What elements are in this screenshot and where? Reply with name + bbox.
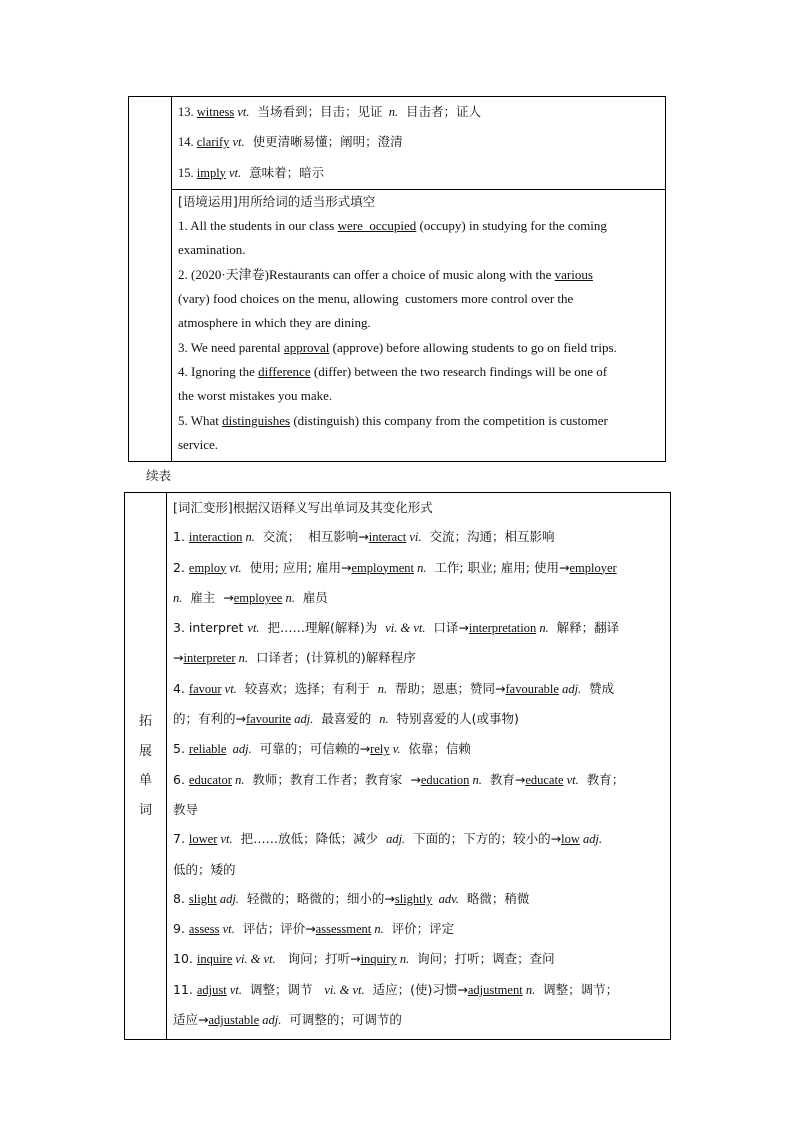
text-segment: 下面的；下方的；较小的→ [405, 831, 562, 847]
text-segment: 1. [173, 529, 189, 545]
side-label-char: 单 [138, 773, 152, 789]
text-segment: 3. interpret [173, 620, 248, 636]
extension-words-table [124, 492, 671, 1040]
word-form-line [173, 674, 664, 704]
vocab-item [178, 127, 659, 157]
word-form-line [173, 914, 664, 944]
text-segment: 雇员 [294, 589, 328, 605]
text-segment: 依靠；信赖 [400, 741, 471, 757]
answer-word: reliable [188, 742, 227, 757]
answer-word: interpreter [183, 651, 236, 666]
text-segment: 赞成 [581, 680, 615, 696]
text-segment: 4. [173, 680, 189, 696]
word-form-line [173, 522, 664, 552]
part-of-speech: vt. [234, 105, 250, 119]
answer-word: inquiry [360, 952, 397, 967]
part-of-speech: vt. [247, 621, 260, 636]
part-of-speech: vt. [217, 832, 233, 847]
part-of-speech: vt. [219, 922, 235, 937]
answer-word: adjustable [208, 1013, 260, 1028]
part-of-speech: vt. [225, 165, 242, 180]
part-of-speech: vt. [221, 681, 237, 696]
text-segment: 帮助；恩惠；赞同→ [387, 680, 506, 696]
table1-side-cell [129, 97, 172, 462]
exercise-line [178, 360, 659, 384]
word-form-line [173, 583, 664, 613]
vocab-item [178, 97, 659, 127]
text-segment: 教导 [173, 801, 199, 817]
text-segment: 把……理解(解释)为 [259, 620, 386, 636]
part-of-speech: vi. & vt. [385, 621, 426, 636]
text-segment: 询问；打听→ [275, 951, 361, 967]
item-number: 13. [178, 105, 197, 119]
sentence-text: service. [178, 436, 219, 452]
part-of-speech: vt. [226, 982, 242, 997]
text-segment: 口译→ [425, 620, 469, 636]
text-segment: 6. [173, 771, 189, 787]
sentence-text: 1. All the students in our class [178, 218, 338, 234]
answer-word: adjust [196, 982, 227, 997]
part-of-speech: adj. [558, 681, 582, 696]
answer-word: educate [525, 772, 564, 787]
part-of-speech: adj. [216, 891, 239, 906]
part-of-speech: adj. [386, 832, 406, 847]
part-of-speech: adj. [291, 712, 314, 727]
answer-word: educator [188, 772, 232, 787]
answer-word: interpretation [468, 621, 537, 636]
exercise-line [178, 263, 659, 287]
text-segment: 较喜欢；选择；有利于 [236, 680, 378, 696]
sentence-text: the worst mistakes you make. [178, 388, 333, 404]
answer-word: assess [188, 922, 220, 937]
answer-word: employ [188, 560, 227, 575]
word-form-line [173, 643, 664, 673]
answer-word: interact [368, 530, 407, 545]
part-of-speech: n. [242, 530, 255, 545]
text-segment: 评价；评定 [383, 921, 455, 937]
word-form-line [173, 824, 664, 854]
text-segment: 把……放低；降低；减少 [232, 831, 387, 847]
answer-word: clarify [196, 135, 230, 150]
answer-word: favourite [245, 712, 292, 727]
sentence-text: 5. What [178, 412, 223, 428]
text-segment: 低的；矮的 [173, 861, 236, 877]
text-segment: 7. [173, 831, 189, 847]
text-segment: 轻微的；略微的；细小的→ [238, 890, 395, 906]
answer-word: adjustment [467, 982, 523, 997]
sentence-text: (approve) before allowing students to go on field trips. [329, 339, 617, 355]
part-of-speech: adj. [259, 1013, 282, 1028]
part-of-speech: n. [173, 590, 183, 605]
part-of-speech: adj. [579, 832, 603, 847]
answer-blank: were occupied [337, 218, 417, 234]
sentence-text: (vary) food choices on the menu, allowing customers more control over the [178, 291, 574, 307]
part-of-speech: vt. [226, 560, 242, 575]
text-segment: 略微；稍微 [458, 890, 530, 906]
side-label [125, 707, 166, 825]
part-of-speech: adv. [432, 891, 459, 906]
text-segment: 可靠的；可信赖的→ [251, 741, 371, 757]
exercise-line [178, 384, 659, 408]
word-forms-cell [167, 493, 671, 1040]
section-heading: [语境运用]用所给词的适当形式填空 [178, 193, 376, 209]
part-of-speech: n. [522, 982, 536, 997]
part-of-speech: n. [235, 651, 249, 666]
part-of-speech: vi. & vt. [232, 952, 276, 967]
item-number: 14. [178, 135, 197, 150]
part-of-speech: vi. & vt. [324, 982, 365, 997]
text-segment: 教育； [578, 771, 625, 787]
answer-word: slightly [394, 891, 433, 906]
exercise-line [178, 409, 659, 433]
exercise-line [178, 287, 659, 311]
answer-word: lower [188, 832, 218, 847]
side-label-char: 展 [138, 743, 152, 759]
answer-word: witness [196, 105, 235, 119]
answer-word: low [561, 832, 580, 847]
text-segment: 调整；调节； [535, 981, 619, 997]
text-segment: 教育→ [481, 771, 526, 787]
word-form-line [173, 975, 664, 1005]
table-caption: 续表 [146, 468, 172, 483]
word-form-line [173, 734, 664, 764]
text-segment: 10. [173, 951, 197, 967]
part-of-speech: n. [536, 621, 549, 636]
text-segment: 的；有利的→ [173, 711, 246, 727]
word-form-line [173, 704, 664, 734]
word-forms-heading: [词汇变形]根据汉语释义写出单词及其变化形式 [173, 500, 433, 515]
exercise-line [178, 311, 659, 335]
sentence-text: (differ) between the two research findings will be one of [310, 363, 608, 379]
text-segment: 可调整的；可调节的 [281, 1012, 402, 1028]
text-segment: 调整；调节 [242, 981, 325, 997]
part-of-speech: n. [382, 105, 399, 119]
vocab-list [172, 97, 665, 189]
answer-blank: approval [283, 339, 330, 355]
word-form-line [173, 884, 664, 914]
answer-blank: various [554, 266, 593, 282]
part-of-speech: n. [469, 772, 482, 787]
text-segment: 9. [173, 921, 189, 937]
word-forms-list [173, 522, 664, 1035]
text-segment: 2. [173, 559, 189, 575]
sentence-text: 3. We need parental [178, 339, 284, 355]
answer-word: inquire [196, 952, 233, 967]
definition: 使更清晰易懂；阐明；澄清 [244, 134, 403, 150]
text-segment: 11. [173, 981, 197, 997]
word-form-line [173, 613, 664, 643]
answer-word: slight [188, 891, 217, 906]
exercise-line [178, 433, 659, 457]
side-label-cell [125, 493, 167, 1040]
part-of-speech: n. [377, 681, 388, 696]
text-segment: 询问；打听；调查；查问 [409, 951, 555, 967]
exercise-line [178, 214, 659, 238]
definition: 当场看到；目击；见证 [249, 104, 383, 119]
answer-word: employment [351, 560, 414, 575]
part-of-speech: n. [231, 772, 245, 787]
answer-word: favourable [505, 681, 559, 696]
word-form-line [173, 795, 664, 824]
part-of-speech: adj. [226, 742, 252, 757]
text-segment: 雇主 → [182, 589, 234, 605]
part-of-speech: n. [371, 922, 384, 937]
part-of-speech: vt. [563, 772, 579, 787]
word-form-line [173, 765, 664, 795]
answer-word: favour [188, 681, 222, 696]
exercise-list [178, 214, 659, 457]
text-segment: → [173, 650, 184, 666]
answer-word: rely [370, 742, 390, 757]
answer-word: employer [569, 560, 617, 575]
text-segment: 8. [173, 890, 189, 906]
side-label-char: 拓 [138, 714, 152, 730]
part-of-speech: v. [389, 742, 401, 757]
text-segment: 工作; 职业; 雇用; 使用→ [426, 559, 570, 575]
definition: 目击者；证人 [398, 104, 482, 119]
text-segment: 口译者；(计算机的)解释程序 [248, 650, 416, 666]
text-segment: 教师；教育工作者；教育家 → [244, 771, 421, 787]
part-of-speech: n. [282, 590, 295, 605]
part-of-speech: vt. [229, 135, 245, 150]
word-form-line [173, 944, 664, 974]
sentence-text: (distinguish) this company from the competition is customer [290, 412, 608, 428]
text-segment: 交流；沟通；相互影响 [421, 529, 555, 545]
sentence-text: atmosphere in which they are dining. [178, 315, 371, 331]
context-usage-cell [172, 189, 666, 461]
exercise-line [178, 238, 659, 262]
sentence-text: examination. [178, 242, 246, 258]
exercise-line [178, 336, 659, 360]
side-label-char: 词 [138, 802, 152, 818]
answer-word: imply [196, 165, 226, 180]
answer-word: assessment [315, 922, 372, 937]
part-of-speech: n. [379, 712, 389, 727]
answer-word: education [420, 772, 470, 787]
part-of-speech: n. [396, 952, 410, 967]
word-form-line [173, 855, 664, 884]
sentence-text: 2. (2020·天津卷)Restaurants can offer a choice of music along with the [178, 266, 555, 282]
text-segment: 适应→ [173, 1012, 209, 1028]
vocab-cell [172, 97, 666, 190]
text-segment: 使用; 应用; 雇用→ [241, 559, 352, 575]
answer-word: employee [233, 590, 283, 605]
answer-blank: difference [258, 363, 311, 379]
vocab-item [178, 158, 659, 188]
item-number: 15. [178, 165, 197, 180]
text-segment: 交流； 相互影响→ [254, 529, 369, 545]
answer-blank: distinguishes [222, 412, 291, 428]
definition: 意味着；暗示 [241, 164, 325, 180]
part-of-speech: n. [413, 560, 427, 575]
text-segment: 解释；翻译 [548, 620, 620, 636]
vocab-table-continued [128, 96, 666, 462]
sentence-text: 4. Ignoring the [178, 363, 259, 379]
word-form-line [173, 553, 664, 583]
text-segment: 特别喜爱的人(或事物) [388, 711, 519, 727]
part-of-speech: vi. [406, 530, 422, 545]
sentence-text: (occupy) in studying for the coming [416, 218, 607, 234]
text-segment: 评估；评价→ [234, 921, 316, 937]
answer-word: interaction [188, 530, 243, 545]
text-segment: 最喜爱的 [313, 711, 380, 727]
text-segment: 适应；(使)习惯→ [364, 981, 468, 997]
text-segment: 5. [173, 741, 189, 757]
word-form-line [173, 1005, 664, 1035]
